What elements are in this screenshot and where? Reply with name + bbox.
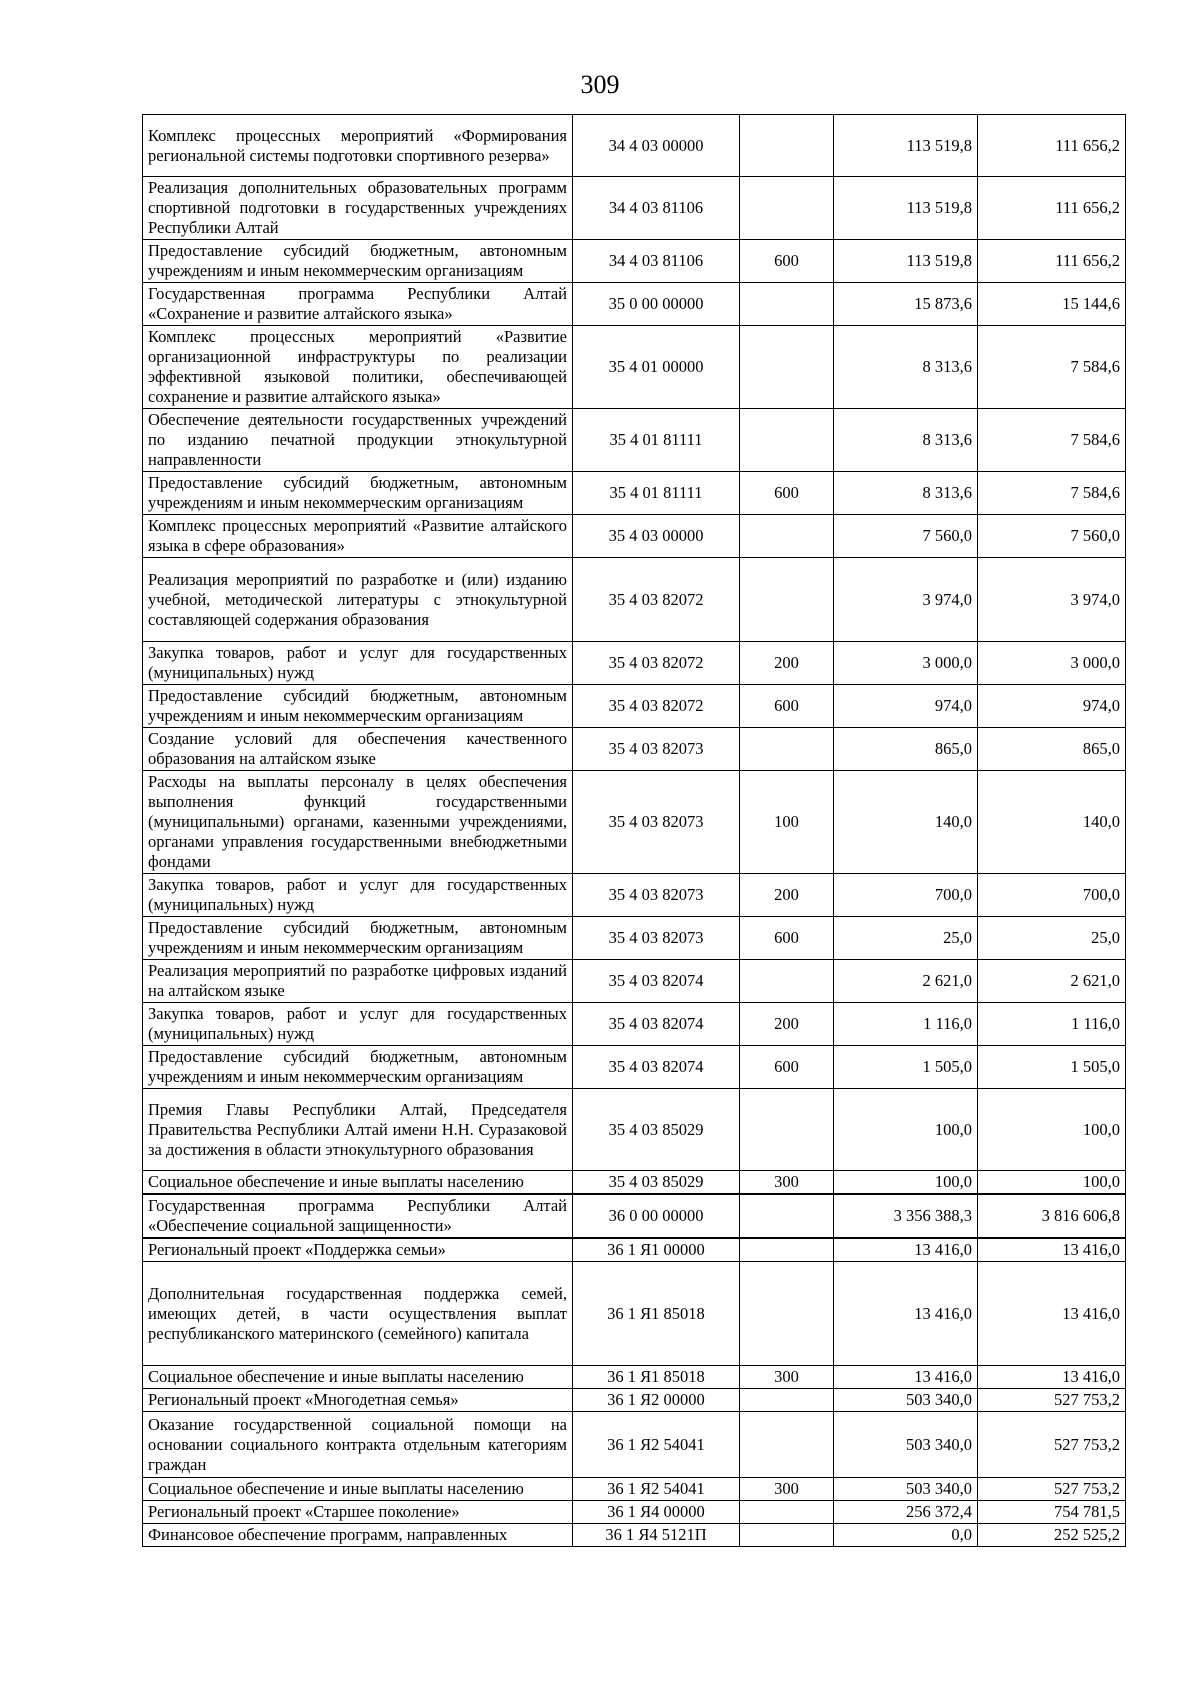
row-value-2: 974,0 (978, 685, 1126, 728)
row-expense-type (740, 1501, 834, 1524)
row-expense-type: 100 (740, 771, 834, 874)
row-name: Социальное обеспечение и иные выплаты населению (143, 1171, 573, 1195)
row-name: Региональный проект «Поддержка семьи» (143, 1238, 573, 1262)
row-name: Предоставление субсидий бюджетным, автономным учреждениям и иным некоммерческим организациям (143, 1046, 573, 1089)
row-expense-type (740, 1238, 834, 1262)
row-name: Социальное обеспечение и иные выплаты населению (143, 1478, 573, 1501)
row-value-1: 13 416,0 (834, 1238, 978, 1262)
table-row (143, 960, 1126, 1003)
table-row (143, 771, 1126, 874)
row-value-2: 15 144,6 (978, 283, 1126, 326)
table-row (143, 1412, 1126, 1478)
row-value-1: 1 116,0 (834, 1003, 978, 1046)
row-value-1: 13 416,0 (834, 1262, 978, 1366)
row-name: Государственная программа Республики Алтай «Сохранение и развитие алтайского языка» (143, 283, 573, 326)
row-value-1: 8 313,6 (834, 326, 978, 409)
table-row (143, 1046, 1126, 1089)
row-expense-type: 200 (740, 874, 834, 917)
row-value-1: 113 519,8 (834, 177, 978, 240)
row-expense-type: 600 (740, 1046, 834, 1089)
table-row (143, 728, 1126, 771)
row-expense-type (740, 960, 834, 1003)
row-value-1: 113 519,8 (834, 240, 978, 283)
row-expense-type (740, 1412, 834, 1478)
row-code: 35 4 01 81111 (573, 409, 740, 472)
row-value-1: 865,0 (834, 728, 978, 771)
row-expense-type (740, 326, 834, 409)
row-value-2: 7 584,6 (978, 409, 1126, 472)
row-name: Закупка товаров, работ и услуг для государственных (муниципальных) нужд (143, 642, 573, 685)
row-expense-type (740, 115, 834, 177)
row-value-1: 3 000,0 (834, 642, 978, 685)
row-code: 36 1 Я2 54041 (573, 1478, 740, 1501)
row-expense-type: 200 (740, 1003, 834, 1046)
row-value-1: 974,0 (834, 685, 978, 728)
row-name: Предоставление субсидий бюджетным, автономным учреждениям и иным некоммерческим организациям (143, 917, 573, 960)
row-code: 35 4 03 82072 (573, 642, 740, 685)
row-name: Комплекс процессных мероприятий «Развитие организационной инфраструктуры по реализации эффективной языковой политики, обеспечивающей сохранение и развитие алтайского языка» (143, 326, 573, 409)
row-name: Социальное обеспечение и иные выплаты населению (143, 1366, 573, 1389)
row-code: 35 4 03 82072 (573, 558, 740, 642)
row-code: 35 4 03 82074 (573, 1003, 740, 1046)
row-value-1: 503 340,0 (834, 1478, 978, 1501)
row-value-1: 113 519,8 (834, 115, 978, 177)
row-value-2: 100,0 (978, 1089, 1126, 1171)
row-value-2: 3 816 606,8 (978, 1194, 1126, 1238)
row-name: Реализация мероприятий по разработке цифровых изданий на алтайском языке (143, 960, 573, 1003)
row-value-2: 7 584,6 (978, 472, 1126, 515)
row-value-2: 1 116,0 (978, 1003, 1126, 1046)
row-name: Комплекс процессных мероприятий «Развитие алтайского языка в сфере образования» (143, 515, 573, 558)
row-value-1: 3 974,0 (834, 558, 978, 642)
row-name: Региональный проект «Многодетная семья» (143, 1389, 573, 1412)
row-code: 35 4 03 82072 (573, 685, 740, 728)
table-row (143, 874, 1126, 917)
table-row (143, 685, 1126, 728)
table-row (143, 409, 1126, 472)
row-name: Финансовое обеспечение программ, направленных (143, 1524, 573, 1547)
row-expense-type: 600 (740, 685, 834, 728)
table-row (143, 1194, 1126, 1238)
row-name: Государственная программа Республики Алтай «Обеспечение социальной защищенности» (143, 1194, 573, 1238)
row-name: Предоставление субсидий бюджетным, автономным учреждениям и иным некоммерческим организациям (143, 472, 573, 515)
row-name: Создание условий для обеспечения качественного образования на алтайском языке (143, 728, 573, 771)
row-value-2: 700,0 (978, 874, 1126, 917)
row-name: Закупка товаров, работ и услуг для государственных (муниципальных) нужд (143, 1003, 573, 1046)
row-value-1: 140,0 (834, 771, 978, 874)
row-expense-type (740, 409, 834, 472)
row-value-2: 100,0 (978, 1171, 1126, 1195)
table-row (143, 1524, 1126, 1547)
row-value-2: 527 753,2 (978, 1412, 1126, 1478)
row-value-2: 13 416,0 (978, 1262, 1126, 1366)
row-code: 36 1 Я1 00000 (573, 1238, 740, 1262)
row-name: Предоставление субсидий бюджетным, автономным учреждениям и иным некоммерческим организациям (143, 240, 573, 283)
table-row (143, 1171, 1126, 1195)
row-code: 35 4 03 85029 (573, 1171, 740, 1195)
row-code: 35 4 03 82073 (573, 771, 740, 874)
row-value-1: 13 416,0 (834, 1366, 978, 1389)
row-code: 36 1 Я1 85018 (573, 1366, 740, 1389)
table-row (143, 240, 1126, 283)
row-code: 35 4 03 82074 (573, 1046, 740, 1089)
row-expense-type: 300 (740, 1366, 834, 1389)
row-code: 35 4 03 82074 (573, 960, 740, 1003)
row-value-2: 140,0 (978, 771, 1126, 874)
row-name: Расходы на выплаты персоналу в целях обеспечения выполнения функций государственными (муниципальными) органами, казенными учреждениями, органами управления государственными внебюджетными фондами (143, 771, 573, 874)
row-code: 35 4 03 85029 (573, 1089, 740, 1171)
table-row (143, 1262, 1126, 1366)
row-value-2: 7 584,6 (978, 326, 1126, 409)
row-expense-type: 600 (740, 472, 834, 515)
row-name: Реализация дополнительных образовательных программ спортивной подготовки в государственных учреждениях Республики Алтай (143, 177, 573, 240)
table-row (143, 1003, 1126, 1046)
table-row (143, 283, 1126, 326)
row-value-1: 25,0 (834, 917, 978, 960)
row-value-1: 8 313,6 (834, 409, 978, 472)
table-row (143, 515, 1126, 558)
row-expense-type (740, 283, 834, 326)
row-value-1: 100,0 (834, 1089, 978, 1171)
row-code: 34 4 03 81106 (573, 177, 740, 240)
row-expense-type (740, 515, 834, 558)
row-expense-type (740, 1194, 834, 1238)
row-value-2: 527 753,2 (978, 1478, 1126, 1501)
row-value-2: 865,0 (978, 728, 1126, 771)
row-name: Закупка товаров, работ и услуг для государственных (муниципальных) нужд (143, 874, 573, 917)
row-code: 35 4 01 00000 (573, 326, 740, 409)
table-row (143, 1366, 1126, 1389)
table-row (143, 1238, 1126, 1262)
row-value-1: 8 313,6 (834, 472, 978, 515)
row-code: 35 0 00 00000 (573, 283, 740, 326)
row-expense-type: 600 (740, 240, 834, 283)
row-value-2: 527 753,2 (978, 1389, 1126, 1412)
row-value-1: 15 873,6 (834, 283, 978, 326)
row-code: 36 1 Я1 85018 (573, 1262, 740, 1366)
budget-table (142, 114, 1126, 1547)
row-expense-type (740, 177, 834, 240)
row-name: Региональный проект «Старшее поколение» (143, 1501, 573, 1524)
table-row (143, 558, 1126, 642)
row-expense-type (740, 1089, 834, 1171)
row-expense-type: 600 (740, 917, 834, 960)
row-name: Премия Главы Республики Алтай, Председателя Правительства Республики Алтай имени Н.Н. Суразаковой за достижения в области этнокультурного образования (143, 1089, 573, 1171)
row-value-1: 2 621,0 (834, 960, 978, 1003)
row-name: Реализация мероприятий по разработке и (или) изданию учебной, методической литературы с этнокультурной составляющей содержания образования (143, 558, 573, 642)
row-value-1: 100,0 (834, 1171, 978, 1195)
row-expense-type: 300 (740, 1171, 834, 1195)
table-row (143, 115, 1126, 177)
row-code: 36 1 Я2 00000 (573, 1389, 740, 1412)
row-value-2: 3 000,0 (978, 642, 1126, 685)
row-expense-type: 300 (740, 1478, 834, 1501)
table-row (143, 177, 1126, 240)
row-value-1: 1 505,0 (834, 1046, 978, 1089)
row-code: 35 4 03 82073 (573, 728, 740, 771)
row-value-2: 2 621,0 (978, 960, 1126, 1003)
table-row (143, 917, 1126, 960)
row-value-2: 1 505,0 (978, 1046, 1126, 1089)
row-value-2: 111 656,2 (978, 240, 1126, 283)
row-value-2: 111 656,2 (978, 177, 1126, 240)
row-value-1: 256 372,4 (834, 1501, 978, 1524)
row-value-2: 252 525,2 (978, 1524, 1126, 1547)
row-value-2: 7 560,0 (978, 515, 1126, 558)
row-code: 36 1 Я4 00000 (573, 1501, 740, 1524)
table-row (143, 1089, 1126, 1171)
row-code: 36 0 00 00000 (573, 1194, 740, 1238)
row-value-2: 13 416,0 (978, 1366, 1126, 1389)
table-row (143, 326, 1126, 409)
row-name: Предоставление субсидий бюджетным, автономным учреждениям и иным некоммерческим организациям (143, 685, 573, 728)
row-expense-type (740, 1262, 834, 1366)
table-row (143, 472, 1126, 515)
row-value-2: 3 974,0 (978, 558, 1126, 642)
budget-table-body (143, 115, 1126, 1547)
row-expense-type (740, 1389, 834, 1412)
row-name: Обеспечение деятельности государственных учреждений по изданию печатной продукции этнокультурной направленности (143, 409, 573, 472)
row-value-1: 7 560,0 (834, 515, 978, 558)
row-code: 35 4 03 00000 (573, 515, 740, 558)
row-name: Дополнительная государственная поддержка семей, имеющих детей, в части осуществления выплат республиканского материнского (семейного) капитала (143, 1262, 573, 1366)
row-expense-type (740, 1524, 834, 1547)
row-value-1: 3 356 388,3 (834, 1194, 978, 1238)
row-code: 35 4 03 82073 (573, 874, 740, 917)
row-code: 35 4 03 82073 (573, 917, 740, 960)
row-value-2: 111 656,2 (978, 115, 1126, 177)
row-expense-type: 200 (740, 642, 834, 685)
row-code: 34 4 03 81106 (573, 240, 740, 283)
row-value-2: 13 416,0 (978, 1238, 1126, 1262)
table-row (143, 1501, 1126, 1524)
row-name: Комплекс процессных мероприятий «Формирования региональной системы подготовки спортивного резерва» (143, 115, 573, 177)
row-code: 36 1 Я4 5121П (573, 1524, 740, 1547)
row-value-1: 503 340,0 (834, 1412, 978, 1478)
row-value-1: 700,0 (834, 874, 978, 917)
row-value-1: 0,0 (834, 1524, 978, 1547)
row-value-2: 25,0 (978, 917, 1126, 960)
row-value-2: 754 781,5 (978, 1501, 1126, 1524)
row-code: 34 4 03 00000 (573, 115, 740, 177)
row-value-1: 503 340,0 (834, 1389, 978, 1412)
table-row (143, 642, 1126, 685)
row-expense-type (740, 558, 834, 642)
page-number: 309 (580, 70, 620, 99)
table-row (143, 1478, 1126, 1501)
row-code: 36 1 Я2 54041 (573, 1412, 740, 1478)
row-name: Оказание государственной социальной помощи на основании социального контракта отдельным категориям граждан (143, 1412, 573, 1478)
row-code: 35 4 01 81111 (573, 472, 740, 515)
row-expense-type (740, 728, 834, 771)
table-row (143, 1389, 1126, 1412)
